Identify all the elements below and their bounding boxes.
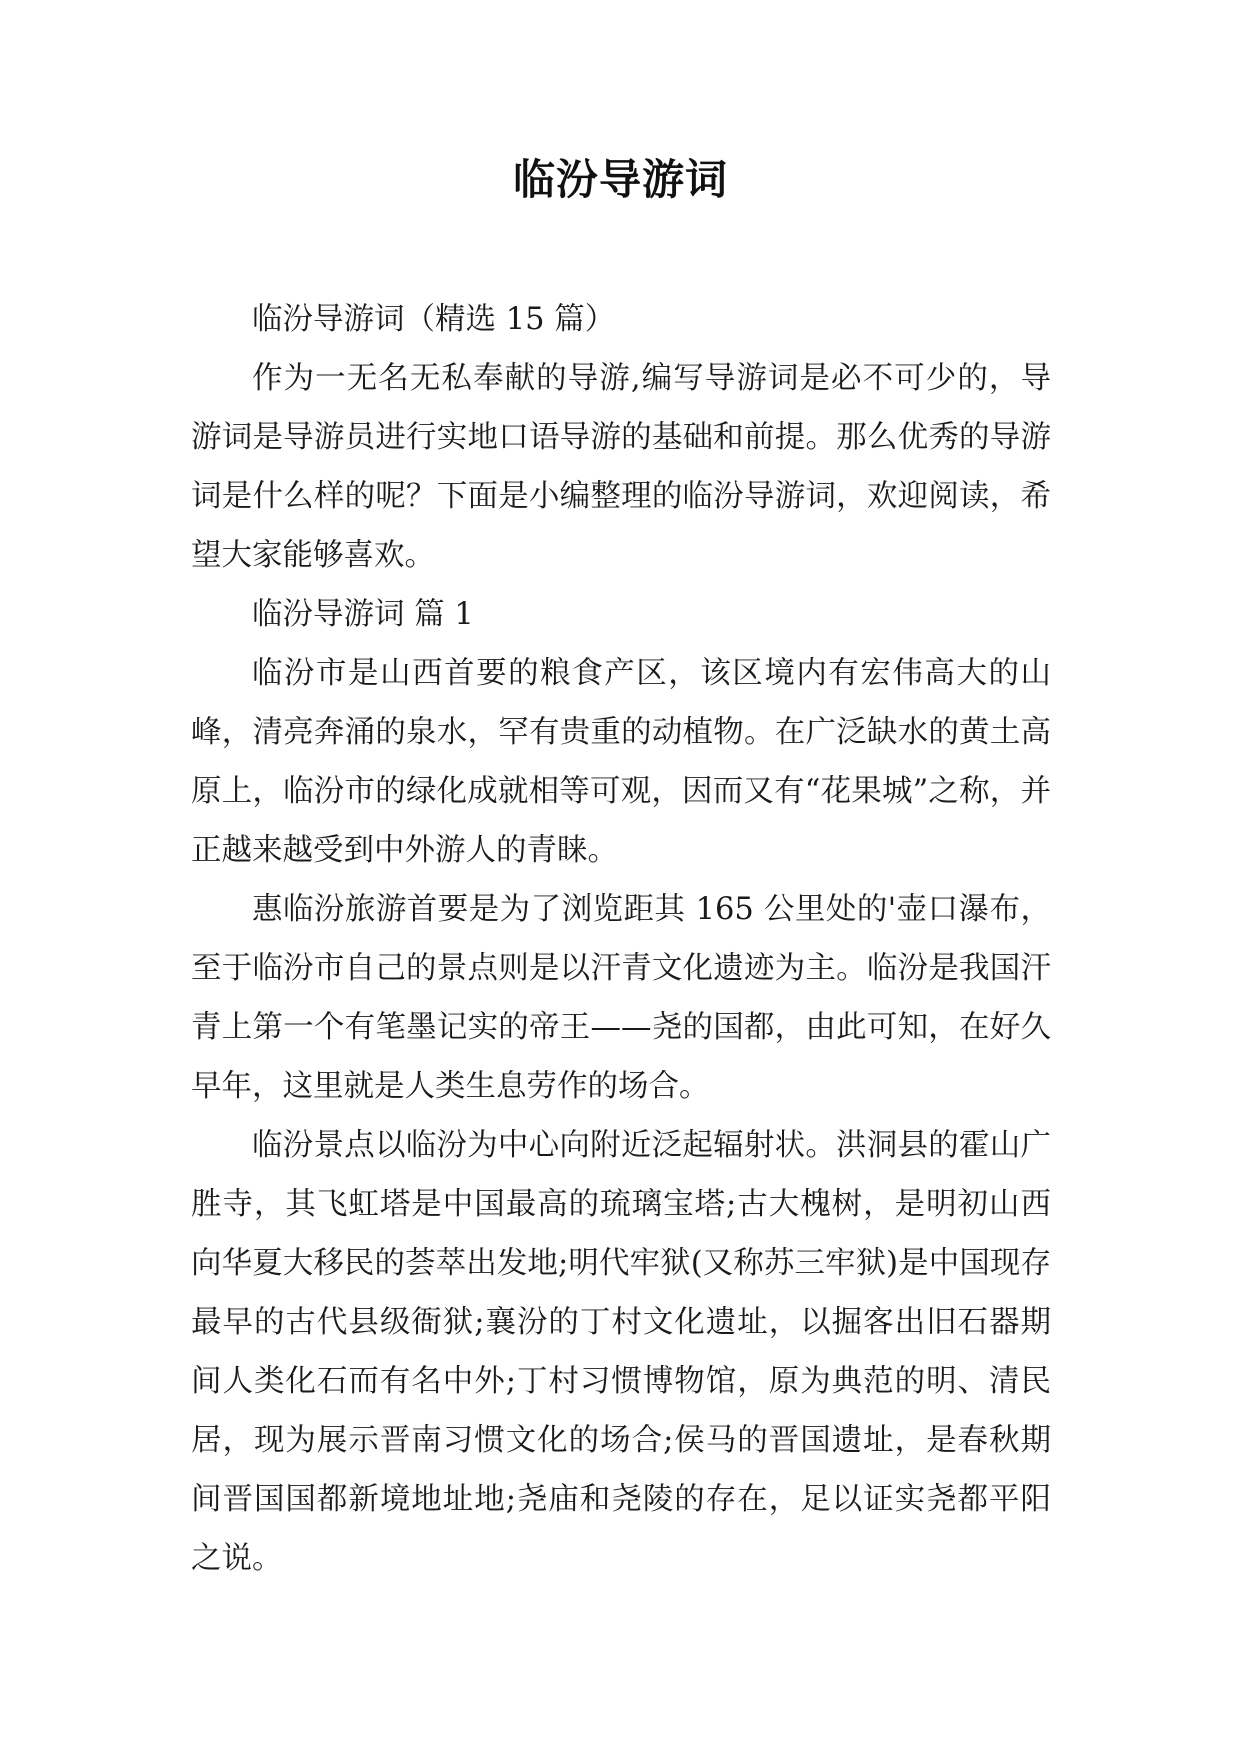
intro-paragraph: 作为一无名无私奉献的导游,编写导游词是必不可少的，导游词是导游员进行实地口语导游的基础和前提。那么优秀的导游词是什么样的呢？下面是小编整理的临汾导游词，欢迎阅读，希望大家能够喜欢。	[191, 361, 1051, 573]
body-paragraph: 临汾市是山西首要的粮食产区，该区境内有宏伟高大的山峰，清亮奔涌的泉水，罕有贵重的动植物。在广泛缺水的黄土高原上，临汾市的绿化成就相等可观，因而又有“花果城”之称，并正越来越受到中外游人的青睐。	[191, 656, 1051, 868]
section-heading: 临汾导游词 篇 1	[252, 597, 474, 632]
body-paragraph: 临汾景点以临汾为中心向附近泛起辐射状。洪洞县的霍山广胜寺，其飞虹塔是中国最高的琉璃宝塔;古大槐树，是明初山西向华夏大移民的荟萃出发地;明代牢狱(又称苏三牢狱)是中国现存最早的古代县级衙狱;襄汾的丁村文化遗址，以掘客出旧石器期间人类化石而有名中外;丁村习惯博物馆，原为典范的明、清民居，现为展示晋南习惯文化的场合;侯马的晋国遗址，是春秋期间晋国国都新境地址地;尧庙和尧陵的存在，足以证实尧都平阳之说。	[191, 1128, 1051, 1576]
document-body	[191, 290, 1051, 1588]
subtitle-paragraph: 临汾导游词（精选 15 篇）	[252, 302, 616, 337]
document-title: 临汾导游词	[512, 155, 728, 204]
body-paragraph: 惠临汾旅游首要是为了浏览距其 165 公里处的'壶口瀑布，至于临汾市自己的景点则是以汗青文化遗迹为主。临汾是我国汗青上第一个有笔墨记实的帝王——尧的国都，由此可知，在好久早年，这里就是人类生息劳作的场合。	[191, 892, 1051, 1104]
